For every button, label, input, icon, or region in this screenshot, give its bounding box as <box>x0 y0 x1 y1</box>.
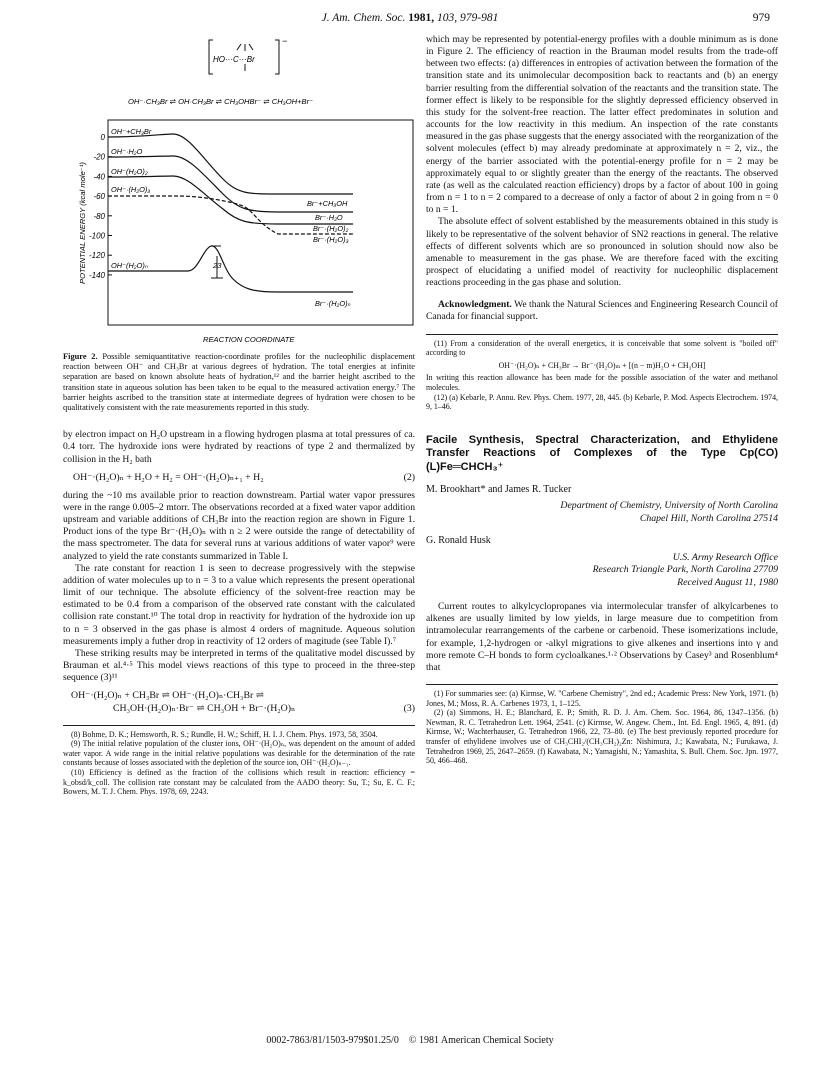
journal-volume-pages: 103, 979-981 <box>437 12 499 24</box>
y-tick-label: -120 <box>88 251 105 261</box>
received-date: Received August 11, 1980 <box>677 576 778 588</box>
caption-label: Figure 2. <box>63 352 98 361</box>
label-oh-h2o-2: OH⁻(H₂O)₂ <box>111 167 148 176</box>
acknowledgment-text: We thank the Natural Sciences and Engineering Research Council of Canada for financial support. <box>426 299 778 323</box>
footnote-2: (2) (a) Simmons, H. E.; Blanchard, E. P.; Smith, R. D. J. Am. Chem. Soc. 1964, 86, 1347–1356. (b) Newman, R. C. Tetrahedron Lett. 1964, 2541. (c) Kirmse, W. Angew. Chem., Int. Ed. Engl. 1965, 4, 891. (d) Kirmse, W.; Wachterhauser, G. Tetrahedron 1966, 22, 73–80. (e) The best previously reported procedure for transfer of ethylidene involves use of CH₃CHI₂/(CH₃CH₂)₂Zn: Nishimura, J.; Kawabata, N.; Furukawa, J. Tetrahedron 1969, 25, 2647–2659. (f) Kawabata, N.; Yamagishi, N.; Yamashita, S. Bull. Chem. Soc. Jpn. 1977, 50, 466–468. <box>426 708 778 766</box>
equation-2 <box>73 472 415 484</box>
affiliation-1 <box>426 500 778 525</box>
y-tick-label: -100 <box>88 231 105 241</box>
figure-caption <box>63 352 415 413</box>
figure-2 <box>63 34 415 350</box>
label-oh-h2o-3: OH⁻·(H₂O)₃ <box>111 185 151 194</box>
ts-label: HO···C···Br <box>213 55 255 64</box>
paragraph-solvent-effect: The absolute effect of solvent established by the measurements obtained in this study is likely to be representative of the solvent behavior of SN2 reactions in general. The relative effects of different solvents which are so pronounced in solution should now also be amenable to measurement in the gas phase. We are therefore faced with the exciting prospect of elucidating a unified model of reactivity for nucleophilic displacement reactions proceeding in the gas phase and solution. <box>426 216 778 289</box>
journal-year: 1981, <box>408 12 435 24</box>
acknowledgment <box>426 299 778 323</box>
label-br-h2o-n: Br⁻·(H₂O)ₙ <box>315 299 351 308</box>
footnote-rule <box>426 684 778 685</box>
y-ticks <box>89 133 112 280</box>
affiliation-2-line-1: U.S. Army Research Office <box>672 551 778 563</box>
equation-3-line-1: OH⁻·(H₂O)ₙ + CH₃Br ⇌ OH⁻·(H₂O)ₙ·CH₃Br ⇌ <box>71 690 264 702</box>
footnote-9: (9) The initial relative population of the cluster ions, OH⁻·(H₂O)ₙ, was dependent on the amount of added water vapor. A wide range in the initial relative populations was desirable for the determination of the rate constants because of losses associated with the depletion of the source ion, OH⁻·(H₂O)ₙ₋₁. <box>63 739 415 768</box>
article-author-2: G. Ronald Husk <box>426 535 491 547</box>
article-title: Facile Synthesis, Spectral Characterization, and Ethylidene Transfer Reactions of Complexes of the Type Cp(CO)(L)Fe═CHCH₃⁺ <box>426 433 778 473</box>
x-axis-label: REACTION COORDINATE <box>203 335 295 344</box>
footnote-12: (12) (a) Kebarle, P. Annu. Rev. Phys. Chem. 1977, 28, 445. (b) Kebarle, P. Mod. Aspects Electrochem. 1974, 9, 1–46. <box>426 392 778 412</box>
equation-2-number: (2) <box>403 471 415 483</box>
label-oh-ch3br: OH⁻+CH₃Br <box>111 127 152 136</box>
reaction-scheme: OH⁻·CH₃Br ⇌ OH·CH₃Br ⇌ CH₃OHBr⁻ ⇌ CH₃OH+Br⁻ <box>128 97 314 106</box>
plot-frame <box>108 120 413 325</box>
y-tick-label: 0 <box>100 133 105 142</box>
footnote-8: (8) Bohme, D. K.; Hemsworth, R. S.; Rundle, H. W.; Schiff, H. I. J. Chem. Phys. 1973, 58, 3504. <box>71 729 378 739</box>
left-footnotes <box>63 725 415 797</box>
equation-3 <box>71 690 415 714</box>
left-column <box>63 34 415 797</box>
ts-charge: − <box>282 36 288 46</box>
affiliation-1-line-1: Department of Chemistry, University of North Carolina <box>560 500 778 512</box>
paragraph-brauman-model: which may be represented by potential-energy profiles with a double minimum as is done in Figure 2. The efficiency of reaction in the Brauman model results from the trade-off between two effects: (a) differences in entropies of activation between the formation of the transition state and its unimolecular decomposition back to reactants and (b) an energy barrier resulting from the differential solvation of the reactants and the transition state. The former effect is likely to be responsible for the slightly depressed efficiency observed in this study for the solvent-free reaction. The latter effect predominates in solution and accounts for the low reactivity in this medium. An inspection of the rate constants measured in the gas phase suggests that the energy associated with the reorganization of the solvent molecules (effect b) may already predominate at approximately n = 2, viz., the energy of the barrier associated with the potential-energy profile for n = 2 may be approximately equal to or slightly greater than the energy of the reactants. The observed rate (as well as the calculated reaction efficiency) drops by a factor of about 100 in going from n = 1 to n = 2 compared to a decrease of only a factor of about 2 in going from n = 0 to n = 1. <box>426 34 778 216</box>
label-br-h2o-2: Br⁻·(H₂O)₂ <box>313 224 349 233</box>
y-tick-label: -80 <box>93 211 105 221</box>
footnote-1: (1) For summaries see: (a) Kirmse, W. "Carbene Chemistry", 2nd ed.; Academic Press: New York, 1971. (b) Jones, M.; Moss, R. A. Carbenes 1973, 1, 1–125. <box>426 689 778 708</box>
page-number: 979 <box>752 12 770 24</box>
y-tick-label: -60 <box>93 192 105 202</box>
paragraph-observations: during the ~10 ms available prior to reaction downstream. Partial water vapor pressures were in the range 0.005–2 mtorr. The observations recorded at a fixed water vapor addition upstream and variable additions of CH₃Br into the reaction region are shown in Figure 1. Product ions of the type Br⁻·(H₂O)ₙ with n ≥ 2 were outside the range of detectability of the mass spectrometer. The data for several runs at various additions of water vapor⁹ were analyzed to yield the rate constants summarized in Table I. <box>63 489 415 562</box>
right-column <box>426 34 778 766</box>
paragraph-interpretation: These striking results may be interpreted in terms of the qualitative model discussed by Brauman et al.⁴·⁵ This model views reactions of this type to proceed in the three-step sequence (3)¹¹ <box>63 647 415 684</box>
acknowledgment-label: Acknowledgment. <box>438 299 512 311</box>
page-footer <box>0 1035 820 1046</box>
y-tick-label: -20 <box>93 152 105 162</box>
label-br-h2o: Br⁻·H₂O <box>315 213 343 222</box>
equation-3-number: (3) <box>403 702 415 714</box>
page-header <box>0 12 820 30</box>
caption-text: Possible semiquantitative reaction-coordinate profiles for the nucleophilic displacement reaction between OH⁻ and CH₃Br at various degrees of hydration. The total energies at infinite separation are based on known absolute heats of hydration,¹² and the barrier height ascribed to the transition state in aqueous solution has been taken to be equal to the measured activation energy.⁷ The barrier heights ascribed to the transition state at intermediate degrees of hydration were chosen to be qualitatively consistent with the rate measurements reported in this study. <box>63 352 415 413</box>
y-tick-label: -140 <box>88 270 105 280</box>
label-oh-h2o-n: OH⁻(H₂O)ₙ <box>111 261 148 270</box>
y-tick-label: -40 <box>93 172 105 182</box>
affiliation-2-line-2: Research Triangle Park, North Carolina 27709 <box>592 564 778 576</box>
affiliation-2 <box>426 552 778 590</box>
label-br-ch3oh: Br⁻+CH₃OH <box>307 199 348 208</box>
paragraph-electron-impact: by electron impact on H₂O upstream in a flowing hydrogen plasma at total pressures of ca. 0.4 torr. The hydroxide ions were hydrated by reactions of type 2 and thermalized by collision in the H₂ bath <box>63 429 415 465</box>
footer-copyright: © 1981 American Chemical Society <box>408 1035 554 1046</box>
barrier-label: 23 <box>213 261 222 270</box>
footnote-11: (11) From a consideration of the overall energetics, it is conceivable that some solvent is "boiled off" according to <box>426 338 778 358</box>
paragraph-cyclopropanes: Current routes to alkylcyclopropanes via intermolecular transfer of alkylcarbenes to alkenes are usually limited by low yields, in large measure due to competition from intramolecular rearrangements of the carbene or carbenoid. These isomerizations include, for example, 1,2-hydrogen or -alkyl migrations to give alkenes and insertions into γ and more remote C–H bonds to form cycloalkanes.¹·² Observations by Casey³ and Rosenblum⁴ that <box>426 601 778 673</box>
footnote-rule <box>63 725 415 726</box>
equation-3-line-2: CH₃OH·(H₂O)ₙ·Br⁻ ⇌ CH₃OH + Br⁻·(H₂O)ₙ <box>113 702 296 714</box>
energy-profile-diagram <box>63 34 415 350</box>
footer-code: 0002-7863/81/1503-979$01.25/0 <box>266 1035 399 1046</box>
journal-name: J. Am. Chem. Soc. <box>321 12 406 24</box>
journal-citation <box>0 12 820 24</box>
footnote-11-continued: In writing this reaction allowance has been made for the possible association of the water and methanol molecules. <box>426 373 778 392</box>
footnote-10: (10) Efficiency is defined as the fraction of the collisions which result in reaction: efficiency = k_obsd/k_coll. The collision rate constant may be calculated from the AADO theory: Su, T.; Su, E. C. F.; Bowers, M. T. J. Chem. Phys. 1978, 69, 2243. <box>63 768 415 797</box>
article-authors: M. Brookhart* and James R. Tucker <box>426 484 572 496</box>
affiliation-1-line-2: Chapel Hill, North Carolina 27514 <box>639 512 778 524</box>
footnote-rule <box>426 334 778 335</box>
paragraph-rate-constant: The rate constant for reaction 1 is seen to decrease progressively with the stepwise addition of water molecules up to n = 3 to a value which represents the present operational limit of our technique. The absolute efficiency of the solvent-free reaction may be estimated to be 0.4 from a comparison of the observed rate constant with the calculated collision rate constant.¹⁰ The total drop in reactivity for hydration of the hydroxide ion up to n = 3 observed in the gas phase is almost 4 orders of magnitude. Aqueous solution measurements imply a futher drop in reactivity of 12 orders of magitude (see Table I).⁷ <box>63 562 415 647</box>
equation-2-body: OH⁻·(H₂O)ₙ + H₂O + H₂ = OH⁻·(H₂O)ₙ₊₁ + H₂ <box>73 471 264 483</box>
right-footnotes <box>426 334 778 412</box>
footnote-11-equation: OH⁻·(H₂O)ₙ + CH₃Br → Br⁻·(H₂O)ₘ + [(n − m)H₂O + CH₃OH] <box>498 360 706 370</box>
label-oh-h2o: OH⁻·H₂O <box>111 147 143 156</box>
label-br-h2o-3: Br⁻·(H₂O)₃ <box>313 235 349 244</box>
y-axis-label: POTENTIAL ENERGY (kcal mole⁻¹) <box>78 162 87 284</box>
right-bottom-footnotes <box>426 684 778 766</box>
